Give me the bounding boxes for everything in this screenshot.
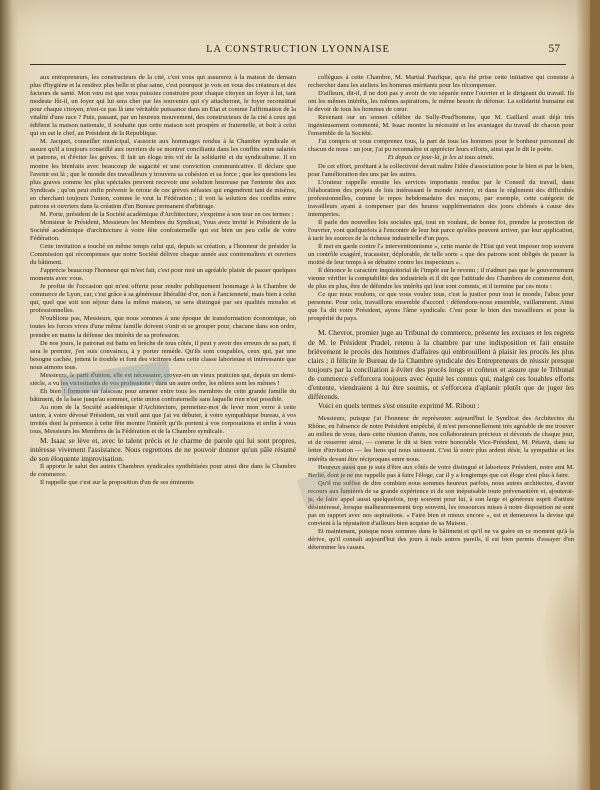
paragraph: Il rappelle que c'est sur la proposition d'un de ses éminents (40, 479, 194, 487)
paragraph: L'orateur rappelle ensuite les services importants rendus par le Conseil du travail, dans l'élaboration des projets de lois intéressant le monde ouvrier, et dans le règlement des difficultés professionnelles, comme le repos hebdomadaire des maçons, par exemple, cette catégorie de travailleurs ayant à compenser par des heures supplémentaires des jours chômés à cause des intempéries. (308, 178, 574, 218)
page-number: 57 (548, 43, 560, 55)
paragraph: collègues à cette Chambre, M. Martial Paufique, qu'a été prise cette initiative qui consiste à rechercher dans les ateliers les hommes méritants pour les récompenser. (308, 74, 574, 90)
paragraph: J'ai compris et vous comprenez tous, la part de tous les hommes pour le bonheur personnel de chacun de nous : un jour, j'ai pu reconnaître et apprécier leurs efforts, ainsi que le dit le poète. (308, 138, 574, 154)
paragraph: De cet effort, profitant à la collectivité devait naître l'idée d'association pour le bien et par le bien, pour l'amélioration des uns par les autres. (308, 162, 574, 178)
paragraph: Qu'il me suffise de dire combien nous sommes heureux parfois, nous autres architectes, d'avoir recours aux lumières de sa grande expérience et de son inépuisable toute prévenantière et, ajouterai-je, de faire appel aussi quelquefois, trop souvent pour lui, à son large et généreux esprit d'artiste désintéressé, lorsque malheureusement trop souvent, les ressources mises à notre disposition ne sont pas en rapport avec nos aspirations. « Faire bien et mieux encore », est et demeurera la devise qui convient à la réputation d'ailleurs bien acquise de sa Maison. (308, 479, 574, 527)
paragraph: Messieurs, puisque j'ai l'honneur de représenter aujourd'hui le Syndicat des Architectes du Rhône, en l'absence de notre Président empêché, il m'est personnellement très agréable de me trouver au milieu de vous, dans cette réunion d'amis, nos collaborateurs précieux et dévoués de chaque jour, et de resserrer ainsi, — comme le dit si bien votre honorable Vice-Président, M. Pétavit, dans sa lettre d'invitation — les liens qui nous unissent. C'est là notre plus ardent désir, la sympathie et les intérêts devant être réciproques entre nous. (308, 415, 574, 463)
paragraph: Revenant sur un sonnet célèbre de Sully-Prud'homme, que M. Gaillard avait déjà très ingénieusement commenté, M. Isaac montre la nécessité et les avantages du travail de chacun pour l'ensemble de la Société. (308, 114, 574, 138)
paragraph: Cette invitation a touché en même temps celui qui, depuis sa création, a l'honneur de présider la Commission qui récompenses que notre Société délivre chaque année aux contremaîtres et ouvriers du bâtiment. (30, 242, 296, 267)
paragraph: Je profite de l'occasion qui m'est offerte pour rendre publiquement hommage à la Chambre de commerce de Lyon, car, c'est grâce à sa généreuse libéralité d'or, non à l'ancienneté, mais bien à celui qui, quel que soit son séjour dans la même maison, se sera distingué par ses qualités morales et professionnelles. (30, 283, 296, 315)
page-header (30, 42, 566, 65)
paragraph: Et maintenant, puisque nous sommes dans le bâtiment et qu'il ne va guère en ce moment qu'à la dérive, qu'il connaît aujourd'hui des jours à nuls autres pareils, il est bien permis d'essayer d'en déterminer les causes. (308, 527, 574, 552)
quoted-verse: Et depuis ce jour-là, je les ai tous aimés. (387, 154, 495, 162)
paragraph: De nos jours, le patronat est battu en brèche de tous côtés, il peut y avoir des erreurs de sa part, il sera le premier, j'en suis convaincu, à y porter remède. Qu'ils sont coupables, ceux qui, par une besogne cachée, jettent le trouble et font des victimes dans cette classe laborieuse et intéressante que nous aimons tous. (30, 339, 296, 371)
paragraph: Voici en quels termes s'est ensuite exprimé M. Ribout : (318, 401, 480, 411)
paragraph: M. Isaac se lève et, avec le talent précis et le charme de parole qui lui sont propres, intéresse vivement l'assistance. Nous regrettons de ne pouvoir donner qu'un pâle résumé de son éloquente improvisation. (30, 436, 296, 464)
paragraph: D'ailleurs, dit-il, il ne doit pas y avoir de vie séparée entre l'ouvrier et le dirigeant du travail. Ils ont les mêmes intérêts, les mêmes aspirations, le même besoin de défense. La solidarité humaine est le devoir de tous les hommes de cœur. (308, 90, 574, 114)
paragraph: Messieurs, le parti d'union, elle est nécessaire, croyez-en un vieux praticien qui, depuis un demi-siècle, a vu les vicissitudes de vos professions ; dans un autre ordre, les nôtres sont les mêmes ! (30, 371, 296, 387)
paragraph: Ce que nous voulons, ce que vous voulez tous, c'est la justice pour tout le monde, l'abus pour personne. Pour cela, travaillons ensemble d'accord : défendons-nous ensemble, vaillamment. Ainsi que l'a dit votre Président, ayons l'âme syndicale. C'est pour le bien des travailleurs et pour la prospérité du pays. (308, 291, 574, 323)
binding-spine-shadow (0, 0, 18, 790)
paragraph: Heureux aussi que je suis d'être aux côtés de votre distingué et laborieux Président, notre ami M. Berlié, dont je ne me rappelle pas à faire l'éloge, car il y a longtemps que cet éloge n'est plus à faire. (308, 463, 574, 479)
paragraph: Il met en garde contre l'« interventionnisme », cette manie de l'Etat qui veut imposer trop souvent un contrôle exagéré, tracassier, déplorable, de telle sorte « que des patrons sont obligés de passer la moitié de leur temps à se débattre contre les inspecteurs ». (308, 242, 574, 267)
paragraph: Eh bien ! formons un faisceau pour amener entre tous les membres de cette grande famille du bâtiment, de la base jusqu'au sommet, cette union confraternelle sans laquelle rien n'est possible. (30, 387, 296, 403)
paragraph: M. Porte, président de la Société académique d'Architecture, s'exprime à son tour en ces termes : (40, 210, 294, 218)
paragraph: aux entrepreneurs, les constructeurs de la cité, c'est vous qui assurerez à la maison de demain plus d'hygiène et la rendrez plus belle et plus saine, c'est pourquoi je vois en vous des créateurs et des facteurs de santé. Mon vœu est que vous puissiez construire pour chaque citoyen un foyer à lui, tant modeste fût-il, un foyer qui lui sera cher par les souvenirs qui s'y attacheront, le foyer reconstitué pour chaque citoyen, n'est-ce pas là une véritable puissance dans un Etat et comme l'affirmation de la vitalité d'une race ? Puis, passant, par un heureux mouvement, des constructeurs de la cité à ceux qui édifient la maison nationale, il souhaite que cette maison soit prospère et fraternelle, et boit à celui qui en est le chef, au Président de la République. (30, 74, 296, 138)
paper-stain (540, 560, 580, 720)
left-column (30, 74, 296, 774)
paragraph: N'oublions pas, Messieurs, que nous sommes à une époque de transformation économique, où toutes les forces vives d'une même famille doivent s'unir et se grouper pour, chacune dans son ordre, prendre en mains la défense des intérêts de sa profession. (30, 315, 296, 339)
paragraph: J'apprécie beaucoup l'honneur qui m'est fait, c'est pour moi un agréable plaisir de passer quelques moments avec vous. (30, 267, 296, 283)
paragraph: Il parle des nouvelles lois sociales qui, tout en voulant, de bonne foi, prendre la protection de l'ouvrier, vont quelquefois à l'encontre de leur but parce qu'elles peuvent arriver, par leur application, à tarir les sources de la richesse industrielle d'un pays. (308, 218, 574, 242)
paragraph: M. Jacquet, conseiller municipal, s'associe aux hommages rendus à la Chambre syndicale et assure qu'il a toujours conseillé aux ouvriers de se montrer conciliants dans les conflits entre salariés et patrons, et d'éviter les grèves. Il fait un éloge très vif de la solidarité et du syndicalisme. Il en montre les bienfaits avec beaucoup de sagacité et une conviction communicative. Il déclare que l'avenir est là ; que le monde des travailleurs y trouvera sa cohésion et sa force ; que les questions les plus graves comme les plus spéciales peuvent recevoir une solution heureuse par l'entente des aux Syndicats ; qu'on peut enfin prévenir le retour de ces grèves néfastes qui engendrent tant de misères, en cherchant toujours l'union, comme le veut la Fédération ; il voit la solution des conflits entre patrons et ouvriers dans la création d'un Bureau permanent d'arbitrage. (30, 138, 296, 210)
right-column (308, 74, 574, 774)
paragraph: Il dénonce le caractère inquisitorial de l'impôt sur le revenu ; il n'admet pas que le gouvernement vienne vérifier la comptabilité des industriels et il dit que l'attitude des Chambres de commerce doit, de plus en plus, être de défendre les intérêts qui leur sont commis, et il termine par ces mots : (308, 267, 574, 291)
paragraph: Il apporte le salut des autres Chambres syndicales synthétisées pour ainsi dire dans la Chambre de commerce. (30, 463, 296, 479)
paragraph: M. Chevrot, premier juge au Tribunal de commerce, présente les excuses et les regrets de M. le Président Pradel, retenu à la chambre par une indisposition et fait ensuite brièvement le procès des hommes d'affaires qui embrouillent à plaisir les procès les plus clairs ; il félicite le Bureau de la Chambre syndicale des Entrepreneurs de réussir presque toujours par la conciliation à éviter des procès longs et coûteux et assure que le Tribunal de commerce s'efforcera toujours avec équité les connus qui, malgré ces louables efforts d'entente, viendraient à lui être soumis, et s'efforcera d'aplanir plutôt que de juger les différends. (308, 328, 574, 402)
paragraph: Monsieur le Président, Messieurs les Membres du Syndicat, Vous avez invité le Président de la Société académique d'architecture à votre fête confraternelle qui est bien un peu celle de votre Fédération. (30, 218, 296, 242)
running-title: LA CONSTRUCTION LYONNAISE (206, 44, 390, 55)
paragraph: Au nom de la Société académique d'Architecture, permettez-moi de lever mon verre à cette union, à votre dévoué Président, un vieil ami que j'ai vu débuter, à votre sympathique bureau, à vos invités dont la présence à cette fête montre l'intérêt qu'ils portent à vos corporations et enfin à vous tous, Messieurs les Membres de la Fédération et de la Chambre syndicale. (30, 403, 296, 436)
